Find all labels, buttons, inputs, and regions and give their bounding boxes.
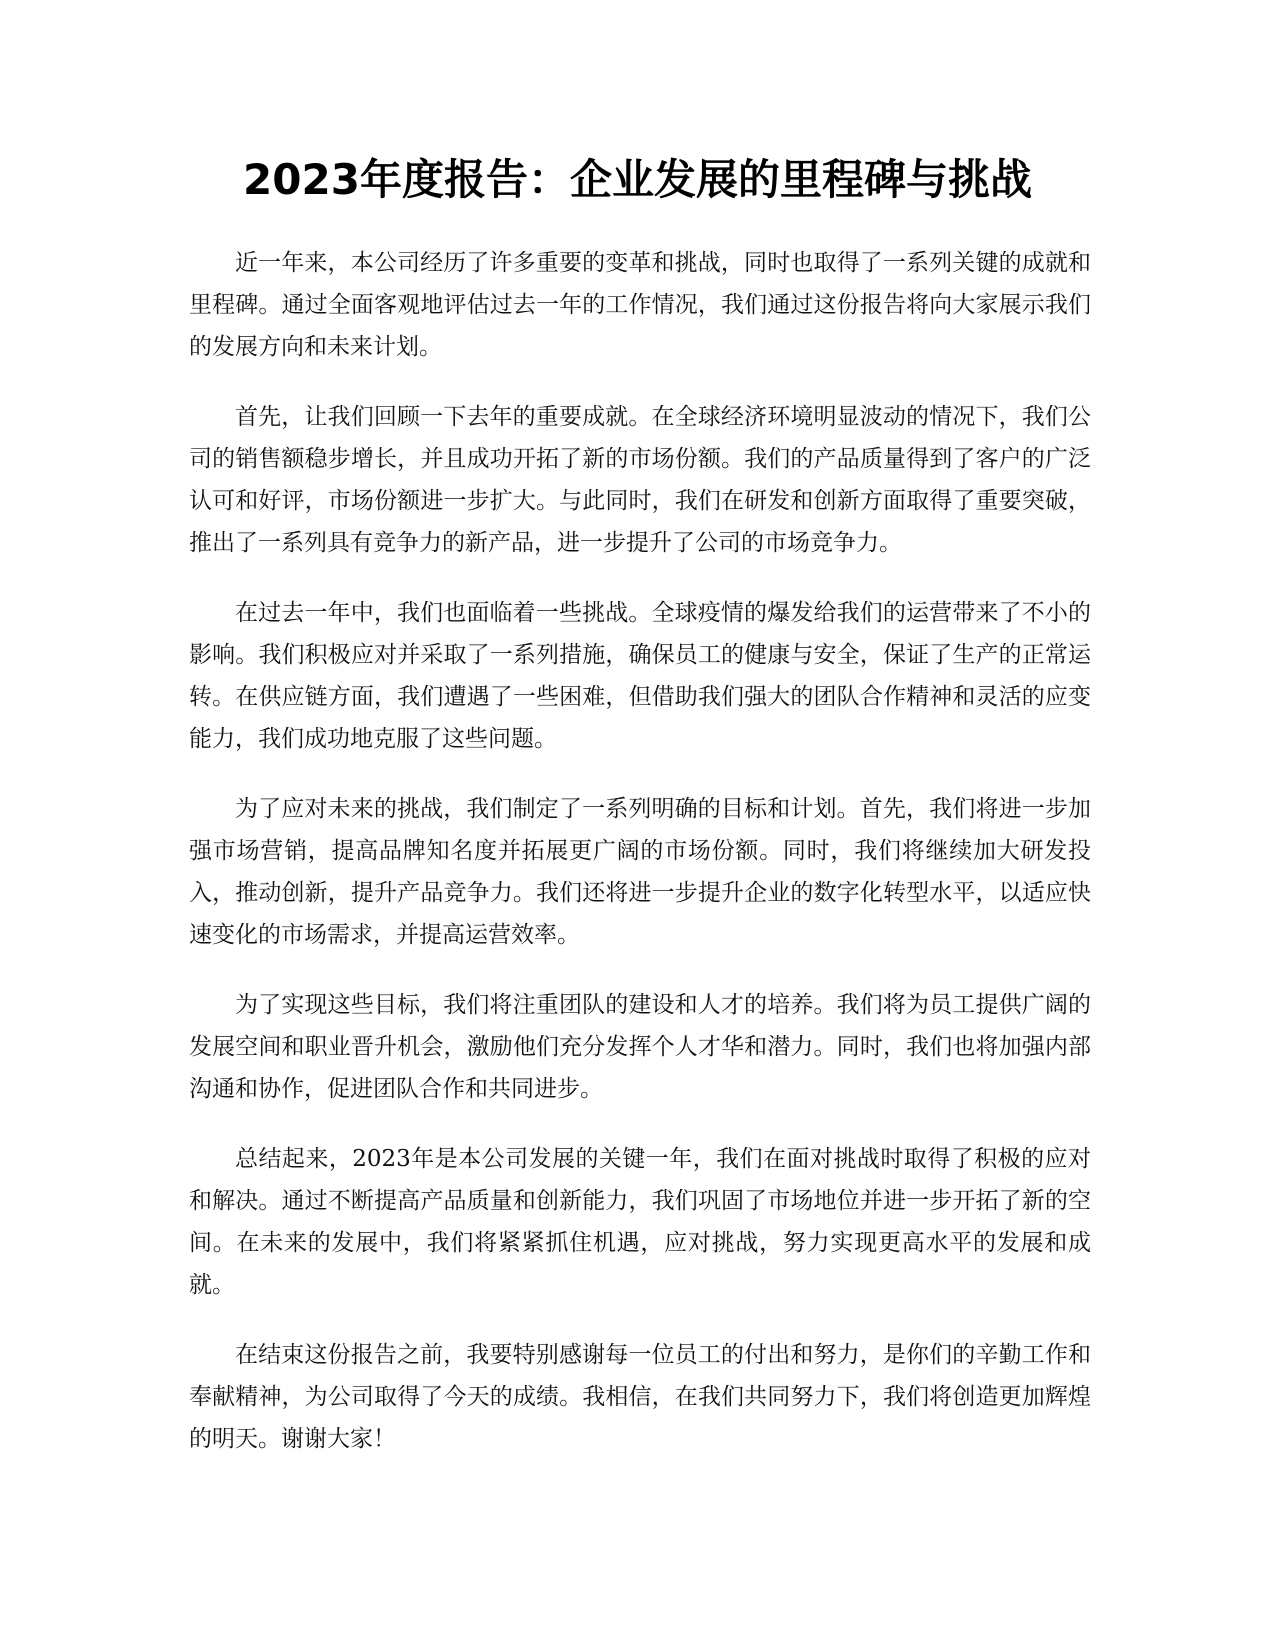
- paragraph-5: 为了实现这些目标，我们将注重团队的建设和人才的培养。我们将为员工提供广阔的发展空间和职业晋升机会，激励他们充分发挥个人才华和潜力。同时，我们也将加强内部沟通和协作，促进团队合作和共同进步。: [189, 992, 1091, 1102]
- document-body: [189, 242, 1091, 1488]
- paragraph-2: 首先，让我们回顾一下去年的重要成就。在全球经济环境明显波动的情况下，我们公司的销售额稳步增长，并且成功开拓了新的市场份额。我们的产品质量得到了客户的广泛认可和好评，市场份额进一步扩大。与此同时，我们在研发和创新方面取得了重要突破，推出了一系列具有竞争力的新产品，进一步提升了公司的市场竞争力。: [189, 404, 1091, 556]
- paragraph-6: 总结起来，2023年是本公司发展的关键一年，我们在面对挑战时取得了积极的应对和解决。通过不断提高产品质量和创新能力，我们巩固了市场地位并进一步开拓了新的空间。在未来的发展中，我们将紧紧抓住机遇，应对挑战，努力实现更高水平的发展和成就。: [189, 1146, 1091, 1298]
- paragraph-7: 在结束这份报告之前，我要特别感谢每一位员工的付出和努力，是你们的辛勤工作和奉献精神，为公司取得了今天的成绩。我相信，在我们共同努力下，我们将创造更加辉煌的明天。谢谢大家！: [189, 1342, 1091, 1452]
- paragraph-3: 在过去一年中，我们也面临着一些挑战。全球疫情的爆发给我们的运营带来了不小的影响。我们积极应对并采取了一系列措施，确保员工的健康与安全，保证了生产的正常运转。在供应链方面，我们遭遇了一些困难，但借助我们强大的团队合作精神和灵活的应变能力，我们成功地克服了这些问题。: [189, 600, 1091, 752]
- paragraph-1: 近一年来，本公司经历了许多重要的变革和挑战，同时也取得了一系列关键的成就和里程碑。通过全面客观地评估过去一年的工作情况，我们通过这份报告将向大家展示我们的发展方向和未来计划。: [189, 250, 1091, 360]
- document-title: 2023年度报告：企业发展的里程碑与挑战: [243, 155, 1032, 204]
- paragraph-4: 为了应对未来的挑战，我们制定了一系列明确的目标和计划。首先，我们将进一步加强市场营销，提高品牌知名度并拓展更广阔的市场份额。同时，我们将继续加大研发投入，推动创新，提升产品竞争力。我们还将进一步提升企业的数字化转型水平，以适应快速变化的市场需求，并提高运营效率。: [189, 796, 1091, 948]
